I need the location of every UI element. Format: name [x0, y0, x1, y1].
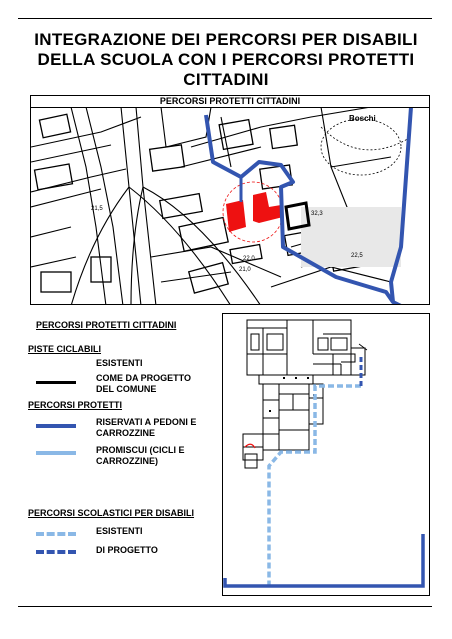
legend-bike-project-2: DEL COMUNE [96, 384, 157, 394]
legend-protected-heading: PERCORSI PROTETTI [28, 400, 123, 410]
street-label-boschi: Boschi [349, 114, 376, 123]
title-line-2: DELLA SCUOLA CON I PERCORSI PROTETTI [37, 50, 415, 69]
city-map [31, 107, 430, 305]
parcel-label-e: 22,5 [351, 253, 363, 259]
bottom-rule [18, 606, 432, 607]
legend-school-project: DI PROGETTO [96, 545, 158, 555]
parcel-label-b: 22,0 [243, 256, 255, 262]
plan-gate [359, 344, 367, 350]
parcel-label-c: 32,3 [311, 211, 323, 217]
legend-mixed-1: PROMISCUI (CICLI E [96, 445, 185, 455]
map-header: PERCORSI PROTETTI CITTADINI [31, 96, 429, 108]
legend-school-existing-swatch [36, 532, 76, 536]
legend-bike-project-1: COME DA PROGETTO [96, 373, 192, 383]
title-line-3: CITTADINI [183, 70, 269, 89]
legend-bike-existing: ESISTENTI [96, 358, 143, 368]
legend-school-heading: PERCORSI SCOLASTICI PER DISABILI [28, 508, 195, 518]
parcel-label-d: 21,0 [239, 267, 251, 273]
legend-bike-heading: PISTE CICLABILI [28, 344, 102, 354]
page-title [22, 30, 430, 90]
school-route-existing [269, 386, 361, 586]
legend-heading: PERCORSI PROTETTI CITTADINI [36, 320, 177, 330]
school-plan-panel [222, 313, 430, 596]
street-grid [31, 107, 401, 305]
legend-reserved-2: CARROZZINE [96, 428, 155, 438]
school-buildings [226, 192, 283, 232]
legend-school-project-swatch [36, 550, 76, 554]
city-route-bottom [225, 534, 423, 586]
plan-walls [243, 320, 365, 468]
legend-bike-swatch [36, 381, 76, 384]
city-map-panel [30, 95, 430, 305]
top-rule [18, 18, 432, 19]
legend-mixed-swatch [36, 451, 76, 455]
legend-reserved-swatch [36, 424, 76, 428]
legend-reserved-1: RISERVATI A PEDONI E [96, 417, 197, 427]
parcel-label-a: 21,5 [91, 206, 103, 212]
legend-school-existing: ESISTENTI [96, 526, 143, 536]
legend-mixed-2: CARROZZINE) [96, 456, 158, 466]
school-floor-plan [223, 314, 430, 596]
title-line-1: INTEGRAZIONE DEI PERCORSI PER DISABILI [34, 30, 418, 49]
